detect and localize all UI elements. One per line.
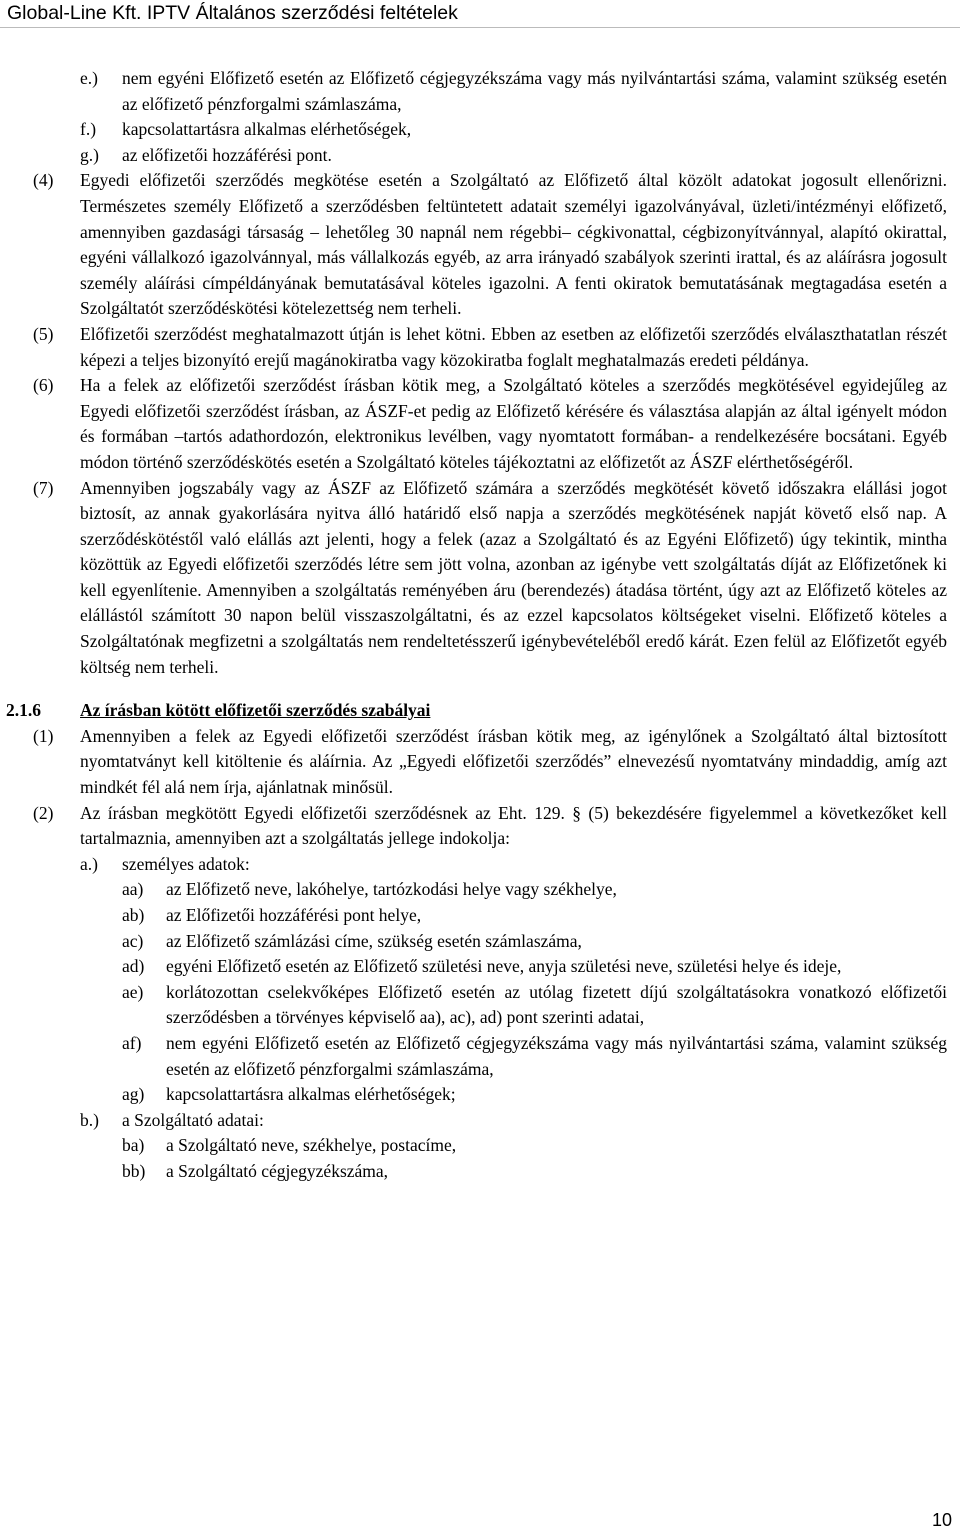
list-item-g [0, 143, 960, 169]
list-marker: af) [122, 1032, 142, 1053]
list-marker: ba) [122, 1135, 145, 1156]
list-marker: a.) [80, 853, 98, 874]
list-item-f [0, 117, 960, 143]
section-paragraph-1 [0, 724, 960, 801]
section-heading [0, 698, 960, 724]
list-item-text: a Szolgáltató neve, székhelye, postacíme, [166, 1135, 457, 1156]
paragraph-number: (4) [33, 170, 54, 191]
paragraph-text: Előfizetői szerződést meghatalmazott útján is lehet kötni. Ebben az esetben az előfizetői szerződés elválaszthatatlan részét képezi a teljes bizonyító erejű magánokiratba vagy közokiratba foglalt meghatalmazás eredeti példánya. [80, 323, 947, 370]
document-body [0, 66, 960, 1185]
list-marker: ab) [122, 905, 145, 925]
header-title: Global-Line Kft. IPTV Általános szerződési feltételek [7, 2, 458, 24]
paragraph-text: Amennyiben jogszabály vagy az ÁSZF az Előfizető számára a szerződés megkötését követő időszakra elállási jogot biztosít, az annak gyakorlására nyitva álló határidő első napja a szerződés megkötésének napját követő első nap. A szerződéskötéstől való elállás azt jelenti, hogy a felek (azaz a Szolgáltató és az Egyéni Előfizető) úgy tekintik, mintha közöttük az Egyedi előfizetői szerződés létre sem jött volna, azonban az igénybe vett szolgáltatás díját az Előfizetőnek ki kell egyenlítenie. Amennyiben a szolgáltatás reményében áru (berendezés) átadása történt, úgy azt az Előfizető köteles az elállástól számított 30 napon belül visszaszolgáltatni, és az ezzel kapcsolatos költségeket viselni. Előfizető köteles a Szolgáltatónak megfizetni a szolgáltatás nem rendeltetésszerű igénybevételéből eredő kárát. Ezen felül az Előfizetőt egyéb költség nem terheli. [80, 477, 947, 677]
list-item-ac [0, 929, 960, 955]
list-item-ba [0, 1133, 960, 1159]
paragraph-text: Amennyiben a felek az Egyedi előfizetői szerződést írásban kötik meg, az igénylőnek a Szolgáltató által biztosított nyomtatványt kell kitöltenie és aláírnia. Az „Egyedi előfizetői szerződés” elnevezésű nyomtatvány mindaddig, amíg azt mindkét fél alá nem írja, ajánlatnak minősül. [80, 725, 947, 798]
list-marker: ag) [122, 1084, 145, 1105]
header-divider [0, 27, 960, 28]
paragraph-text: Az írásban megkötött Egyedi előfizetői szerződésnek az Eht. 129. § (5) bekezdésére figyelemmel a következőket kell tartalmaznia, amennyiben azt a szolgáltatás jellege indokolja: [80, 802, 947, 849]
list-item-text: kapcsolattartásra alkalmas elérhetőségek, [122, 119, 412, 140]
list-marker: ac) [122, 930, 144, 951]
paragraph-number: (1) [33, 725, 54, 746]
list-item-text: az Előfizető neve, lakóhelye, tartózkodási helye vagy székhelye, [166, 879, 617, 900]
list-marker: ae) [122, 981, 144, 1002]
paragraph-number: (2) [33, 802, 54, 823]
list-marker: g.) [80, 144, 99, 165]
list-item-text: kapcsolattartásra alkalmas elérhetőségek; [166, 1084, 456, 1105]
paragraph-number: (5) [33, 323, 54, 344]
list-item-text: az előfizetői hozzáférési pont. [122, 144, 332, 165]
section-number: 2.1.6 [6, 700, 41, 721]
list-item-ad [0, 954, 960, 980]
list-item-text: a Szolgáltató cégjegyzékszáma, [166, 1160, 389, 1181]
list-marker: ad) [122, 956, 145, 977]
list-marker: e.) [80, 68, 98, 88]
list-item-text: a Szolgáltató adatai: [122, 1109, 264, 1130]
paragraph-number: (6) [33, 375, 54, 396]
list-item-text: nem egyéni Előfizető esetén az Előfizető cégjegyzékszáma vagy más nyilvántartási száma, valamint szükség esetén az előfizető pénzforgalmi számlaszáma, [166, 1032, 947, 1079]
list-item-bb [0, 1159, 960, 1185]
paragraph-6 [0, 373, 960, 475]
section-title: Az írásban kötött előfizetői szerződés szabályai [80, 700, 431, 721]
list-item-text: nem egyéni Előfizető esetén az Előfizető cégjegyzékszáma vagy más nyilvántartási száma, valamint szükség esetén az előfizető pénzforgalmi számlaszáma, [122, 68, 947, 114]
list-item-b [0, 1108, 960, 1134]
list-item-text: korlátozottan cselekvőképes Előfizető esetén az utólag fizetett díjú szolgáltatásokra vonatkozó előfizetői szerződésben a törvényes képviselő aa), ac), ad) pont szerinti adatai, [166, 981, 947, 1028]
list-item-text: személyes adatok: [122, 853, 250, 874]
list-marker: bb) [122, 1160, 146, 1181]
list-item-text: az Előfizető számlázási címe, szükség esetén számlaszáma, [166, 930, 582, 951]
list-item-text: az Előfizetői hozzáférési pont helye, [166, 905, 422, 925]
list-item-aa [0, 877, 960, 903]
list-item-ag [0, 1082, 960, 1108]
list-item-af [0, 1031, 960, 1082]
list-item-ae [0, 980, 960, 1031]
list-item-text: egyéni Előfizető esetén az Előfizető születési neve, anyja születési neve, születési helye és ideje, [166, 956, 842, 977]
section-paragraph-2 [0, 801, 960, 852]
paragraph-number: (7) [33, 477, 54, 498]
paragraph-5 [0, 322, 960, 373]
list-item-a [0, 852, 960, 878]
paragraph-text: Ha a felek az előfizetői szerződést írásban kötik meg, a Szolgáltató köteles a szerződés megkötésével egyidejűleg az Egyedi előfizetői szerződést írásban, az ÁSZF-et pedig az Előfizető kérésére és választása alapján az által igényelt módon és formában –tartós adathordozón, elektronikus levélben, vagy nyomtatott formában- a rendelkezésére bocsátani. Egyéb módon történő szerződéskötés esetén a Szolgáltató köteles tájékoztatni az előfizetőt az ÁSZF elérthetőségéről. [80, 375, 947, 472]
list-marker: b.) [80, 1109, 99, 1130]
paragraph-4 [0, 168, 960, 322]
list-item-ab [0, 903, 960, 929]
paragraph-text: Egyedi előfizetői szerződés megkötése esetén a Szolgáltató az Előfizető által közölt adatokat jogosult ellenőrizni. Természetes személy Előfizető a szerződésben feltüntetett adatait személyi igazolványával, üzleti/intézményi előfizető, amennyiben gazdasági társaság – lehetőleg 30 napnál nem régebbi– cégkivonattal, cégbizonyítvánnyal, alapító okirattal, egyéni vállalkozó igazolvánnyal, más vállalkozás egyéb, az arra irányadó szabályok szerinti irattal, és az aláírásra jogosult személy aláírási címpéldányának bemutatásával köteles igazolni. A fenti okiratok bemutatásának megtagadása esetén a Szolgáltatót szerződéskötési kötelezettség nem terheli. [80, 170, 947, 319]
list-marker: f.) [80, 119, 97, 140]
list-marker: aa) [122, 879, 144, 900]
list-item-e [0, 66, 960, 117]
document-header [0, 0, 960, 27]
page-number: 10 [931, 1510, 952, 1530]
paragraph-7 [0, 476, 960, 681]
